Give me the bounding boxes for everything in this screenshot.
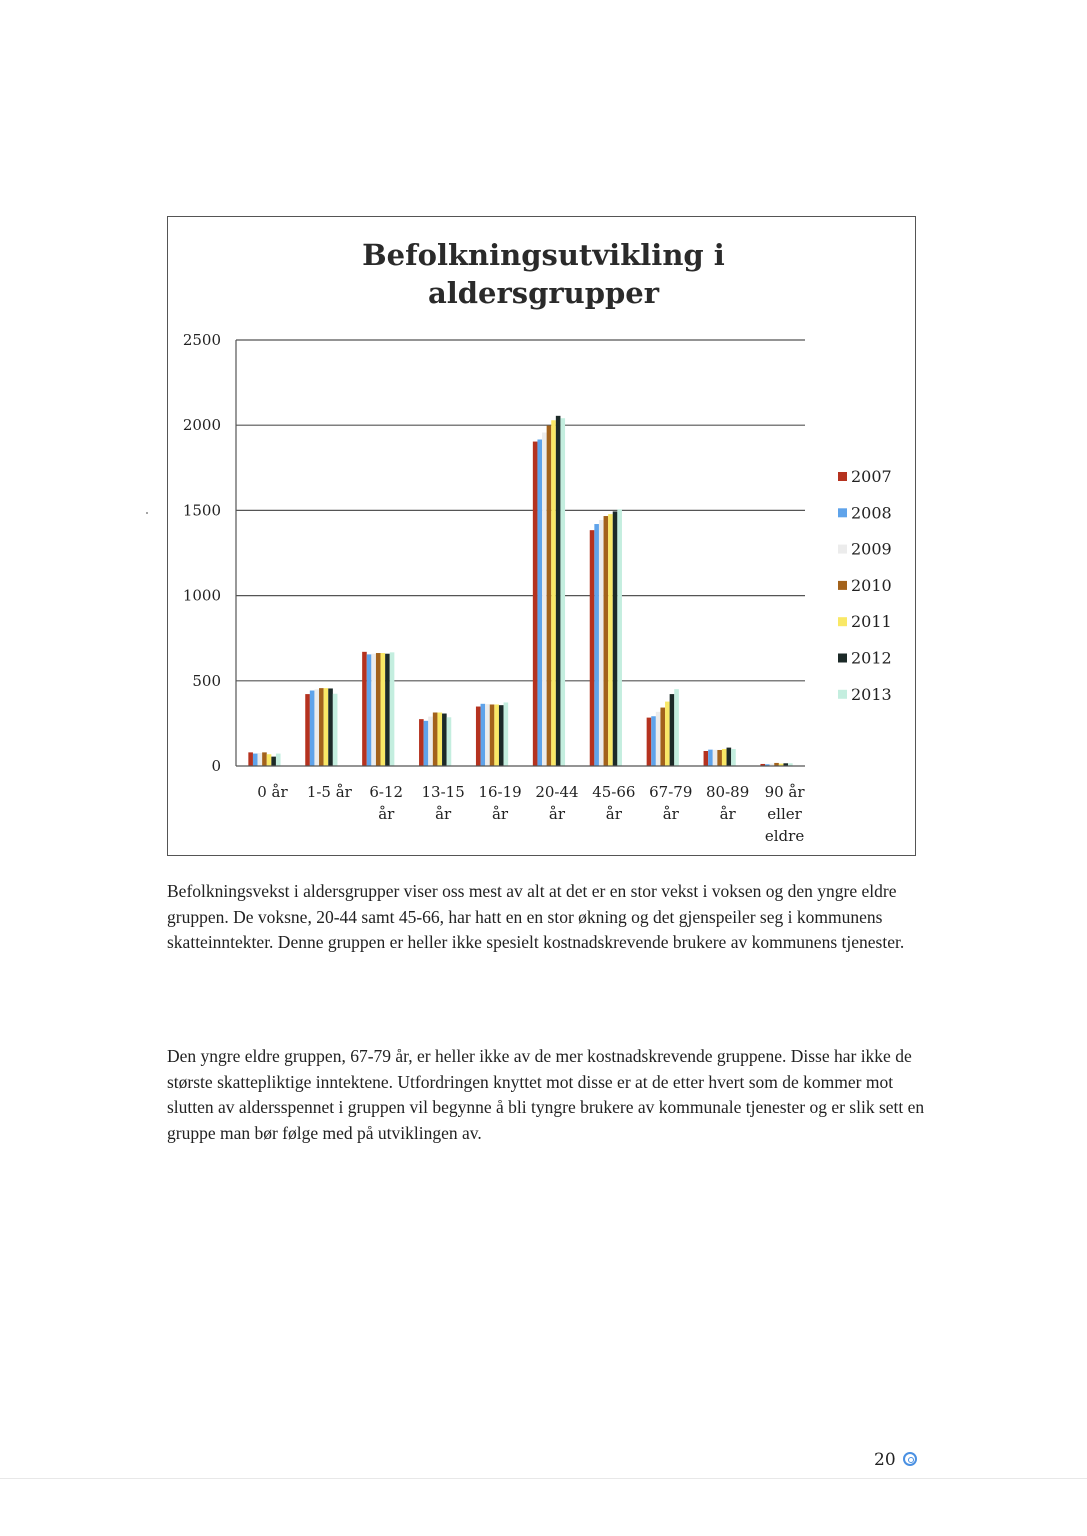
bar-2010-0: [262, 752, 267, 766]
bar-2008-7: [651, 716, 656, 766]
bar-2009-2: [371, 654, 376, 766]
bar-2013-8: [731, 749, 736, 766]
chart-title-line-1: Befolkningsutvikling i: [362, 238, 725, 272]
bar-2007-1: [305, 694, 310, 766]
bar-2011-2: [381, 653, 386, 766]
x-tick-label-line: 13-15: [421, 783, 465, 801]
legend-label-2012: 2012: [851, 648, 892, 668]
bar-2011-1: [324, 688, 329, 766]
bar-2008-4: [481, 704, 486, 766]
bar-2011-6: [608, 514, 613, 766]
x-tick-label-line: år: [435, 805, 452, 823]
page-number: 20: [874, 1450, 896, 1470]
bar-2009-3: [428, 717, 433, 766]
legend-label-2009: 2009: [851, 539, 892, 559]
bar-2009-7: [656, 712, 661, 766]
bar-2009-4: [485, 704, 490, 766]
y-tick-label-0: 0: [211, 757, 221, 775]
x-tick-label-line: 67-79: [649, 783, 693, 801]
x-tick-label-0: [257, 783, 288, 801]
bar-2012-5: [556, 416, 561, 766]
bar-2009-1: [314, 689, 319, 766]
bar-2013-3: [447, 717, 452, 766]
bar-2010-3: [433, 712, 438, 766]
x-tick-label-2: [369, 783, 403, 823]
bar-2012-2: [385, 654, 390, 766]
x-tick-label-9: [765, 783, 806, 845]
x-tick-label-8: [706, 783, 749, 823]
legend-label-2013: 2013: [851, 684, 892, 704]
bar-2012-6: [613, 511, 618, 766]
bar-2013-6: [617, 509, 622, 766]
legend-swatch-2009: [838, 545, 847, 554]
bar-2011-0: [267, 754, 272, 766]
bar-2007-5: [533, 442, 538, 766]
footer-divider: [0, 1478, 1087, 1479]
legend-swatch-2007: [838, 472, 847, 481]
bar-2008-8: [708, 750, 713, 766]
bar-2008-2: [367, 654, 372, 766]
bar-2007-4: [476, 707, 481, 766]
bar-2008-5: [537, 440, 542, 766]
x-tick-label-4: [478, 783, 521, 823]
bars: [248, 416, 792, 766]
bar-2009-6: [599, 520, 604, 766]
bar-2007-2: [362, 652, 367, 766]
x-tick-label-line: år: [605, 805, 622, 823]
x-tick-label-line: 6-12: [369, 783, 404, 801]
y-tick-label-1500: 1500: [182, 501, 221, 520]
y-axis-ticks: [183, 331, 221, 775]
y-tick-label-500: 500: [192, 671, 221, 690]
x-tick-label-line: 1-5 år: [306, 783, 352, 801]
bar-2010-8: [717, 750, 722, 766]
x-tick-label-line: 0 år: [257, 783, 288, 801]
legend-swatch-2011: [838, 617, 847, 626]
x-tick-label-line: år: [662, 805, 679, 823]
bar-2011-8: [722, 749, 727, 766]
legend-label-2007: 2007: [851, 467, 892, 486]
bar-2010-7: [660, 708, 665, 766]
bar-2009-8: [713, 750, 718, 766]
bar-2011-5: [551, 420, 556, 766]
bar-2008-6: [594, 524, 599, 766]
bar-2013-0: [276, 754, 281, 766]
x-tick-label-line: eldre: [764, 827, 805, 845]
legend-label-2011: 2011: [851, 612, 892, 632]
x-tick-label-7: [649, 783, 692, 823]
bar-2008-0: [253, 754, 258, 766]
bar-2012-8: [727, 748, 732, 766]
bar-2010-1: [319, 688, 324, 766]
bar-2007-6: [590, 530, 595, 766]
bar-2010-6: [604, 516, 609, 766]
x-tick-label-line: år: [719, 805, 736, 823]
bar-2007-7: [647, 718, 652, 766]
bar-2011-4: [494, 704, 499, 766]
legend-swatch-2012: [838, 654, 847, 663]
paragraph-2-container: [167, 1044, 927, 1146]
bar-2011-7: [665, 702, 670, 766]
x-tick-label-line: 90 år: [764, 783, 805, 801]
bar-2012-7: [670, 694, 675, 766]
bar-2010-4: [490, 704, 495, 766]
x-tick-label-line: 80-89: [706, 783, 750, 801]
x-tick-label-line: år: [548, 805, 566, 823]
legend: [838, 467, 892, 704]
chart-title-line-2: aldersgrupper: [427, 276, 660, 310]
bar-2009-0: [258, 753, 263, 766]
bar-2007-3: [419, 719, 424, 766]
x-tick-label-5: [535, 783, 578, 823]
bar-2008-3: [424, 721, 429, 766]
legend-label-2010: 2010: [851, 575, 892, 595]
bar-2012-1: [328, 688, 333, 766]
bar-2012-0: [271, 757, 276, 766]
legend-label-2008: 2008: [851, 503, 892, 523]
x-tick-label-3: [422, 783, 465, 823]
target-circle-icon: [903, 1452, 917, 1466]
bar-2010-2: [376, 653, 381, 766]
bar-2013-1: [333, 694, 338, 766]
bar-2008-1: [310, 691, 315, 766]
bar-2011-3: [437, 712, 442, 766]
bar-2013-5: [560, 418, 565, 766]
x-tick-label-line: 20-44: [535, 783, 579, 801]
x-tick-label-line: år: [491, 805, 509, 823]
legend-swatch-2008: [838, 508, 847, 517]
paragraph-1: Befolkningsvekst i aldersgrupper viser oss mest av alt at det er en stor vekst i voksen og den yngre eldre gruppen. De voksne, 20-44 samt 45-66, har hatt en en stor økning og det gjenspeiler seg i kommunens skatteinntekter. Denne gruppen er heller ikke spesielt kostnadskrevende brukere av kommunens tjenester.: [167, 881, 905, 952]
x-tick-label-6: [592, 783, 635, 823]
y-tick-label-2000: 2000: [182, 416, 221, 435]
bar-2013-4: [504, 702, 509, 766]
y-tick-label-1000: 1000: [182, 586, 221, 605]
bar-2013-7: [674, 689, 679, 766]
paragraph-1-container: [167, 879, 927, 956]
paragraph-2: Den yngre eldre gruppen, 67-79 år, er heller ikke av de mer kostnadskrevende gruppene. Disse har ikke de største skattepliktige inntektene. Utfordringen knyttet mot disse er at de etter hvert som de kommer mot slutten av aldersspennet i gruppen vil begynne å bli tyngre brukere av kommunale tjenester og er slik sett en gruppe man bør følge med på utviklingen av.: [167, 1046, 925, 1143]
y-tick-label-2500: 2500: [182, 331, 221, 349]
legend-swatch-2013: [838, 690, 847, 699]
bar-2013-2: [390, 652, 395, 766]
bar-2012-3: [442, 714, 447, 766]
x-tick-label-line: 16-19: [478, 783, 522, 801]
bar-2012-4: [499, 705, 504, 766]
x-axis-labels: [257, 783, 805, 845]
legend-swatch-2010: [838, 581, 847, 590]
bar-2009-5: [542, 433, 547, 766]
bar-2007-8: [704, 751, 709, 766]
bar-2007-0: [248, 752, 253, 766]
x-tick-label-line: år: [378, 805, 395, 823]
x-tick-label-1: [307, 783, 353, 801]
x-tick-label-line: 45-66: [592, 783, 636, 801]
x-tick-label-line: eller: [767, 805, 802, 823]
bar-2010-5: [547, 426, 552, 766]
gridlines: [236, 340, 805, 681]
